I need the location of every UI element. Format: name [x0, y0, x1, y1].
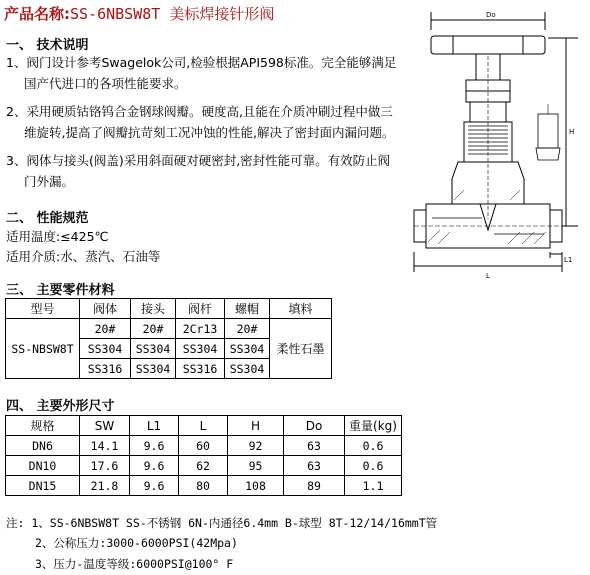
perf-media: 适用介质:水、蒸汽、石油等 — [6, 249, 161, 264]
table-row — [6, 476, 402, 496]
materials-model-cell: SS-NBSW8T — [6, 319, 80, 379]
table-header-cell: L — [179, 416, 228, 436]
table-cell: 20# — [225, 319, 270, 339]
table-header-cell: 阀杆 — [176, 299, 225, 319]
table-cell: SS304 — [225, 359, 270, 379]
table-header-cell: 螺帽 — [225, 299, 270, 319]
table-cell: 63 — [284, 436, 345, 456]
note-2: 2、公称压力:3000-6000PSI(42Mpa) — [35, 536, 238, 550]
table-cell: 14.1 — [80, 436, 130, 456]
note-3: 3、压力-温度等级:6000PSI@100° F — [35, 557, 234, 571]
product-title — [4, 3, 274, 24]
tech-item-2-line1: 2、采用硬质钴铬钨合金钢球阀瓣。硬度高,且能在介质冲刷过程中做三 — [6, 104, 393, 119]
table-cell: 62 — [179, 456, 228, 476]
table-cell: DN6 — [6, 436, 80, 456]
materials-packing-cell: 柔性石墨 — [270, 319, 332, 379]
table-cell: SS304 — [80, 339, 131, 359]
table-cell: 0.6 — [345, 436, 402, 456]
table-cell: 92 — [228, 436, 284, 456]
table-header-cell: 规格 — [6, 416, 80, 436]
table-cell: 95 — [228, 456, 284, 476]
table-row — [6, 299, 332, 319]
table-cell: 60 — [179, 436, 228, 456]
table-cell: 63 — [284, 456, 345, 476]
table-row — [6, 319, 332, 339]
table-header-cell: H — [228, 416, 284, 436]
table-cell: 9.6 — [130, 456, 179, 476]
perf-temperature: 适用温度:≤425℃ — [6, 229, 109, 244]
table-cell: 20# — [131, 319, 176, 339]
table-cell: SS304 — [131, 339, 176, 359]
table-cell: SS316 — [80, 359, 131, 379]
tech-item-2-line2: 维旋转,提高了阀瓣抗苛刻工况冲蚀的性能,解决了密封面内漏问题。 — [24, 125, 395, 140]
valve-drawing — [398, 4, 590, 286]
table-cell: DN10 — [6, 456, 80, 476]
table-header-cell: Do — [284, 416, 345, 436]
table-cell: 2Cr13 — [176, 319, 225, 339]
section-heading-tech: 一、 技术说明 — [6, 38, 89, 53]
dim-label-l1: L1 — [564, 256, 573, 264]
table-header-cell: SW — [80, 416, 130, 436]
table-cell: 9.6 — [130, 476, 179, 496]
dim-label-l: L — [486, 272, 490, 280]
tech-item-1-line1: 1、阀门设计参考Swagelok公司,检验根据API598标准。完全能够满足 — [6, 55, 397, 70]
materials-table — [5, 298, 332, 379]
product-title-text: SS-6NBSW8T 美标焊接针形阀 — [70, 5, 275, 23]
tech-item-1-line2: 国产代进口的各项性能要求。 — [24, 76, 187, 91]
table-header-cell: 填料 — [270, 299, 332, 319]
table-header-cell: L1 — [130, 416, 179, 436]
table-row — [6, 456, 402, 476]
table-cell: 0.6 — [345, 456, 402, 476]
dim-label-do: Do — [486, 11, 496, 19]
table-header-cell: 重量(kg) — [345, 416, 402, 436]
table-cell: 108 — [228, 476, 284, 496]
table-cell: 17.6 — [80, 456, 130, 476]
table-header-cell: 接头 — [131, 299, 176, 319]
table-cell: SS304 — [176, 339, 225, 359]
dimensions-table — [5, 415, 402, 496]
table-cell: SS304 — [225, 339, 270, 359]
table-header-cell: 阀体 — [80, 299, 131, 319]
dim-label-h: H — [569, 128, 575, 136]
section-heading-perf: 二、 性能规范 — [6, 211, 89, 226]
tech-item-3-line2: 门外漏。 — [24, 174, 75, 189]
table-cell: 20# — [80, 319, 131, 339]
table-cell: 80 — [179, 476, 228, 496]
handle-bar — [431, 36, 545, 54]
product-title-label: 产品名称: — [4, 5, 70, 23]
table-cell: 9.6 — [130, 436, 179, 456]
table-cell: DN15 — [6, 476, 80, 496]
table-cell: 21.8 — [80, 476, 130, 496]
section-heading-dims: 四、 主要外形尺寸 — [6, 399, 115, 414]
section-heading-materials: 三、 主要零件材料 — [6, 283, 115, 298]
note-1: 注: 1、SS-6NBSW8T SS-不锈钢 6N-内通径6.4mm B-球型 8T-12/14/16mmT管 — [6, 516, 438, 530]
table-cell: SS316 — [176, 359, 225, 379]
tech-item-3-line1: 3、阀体与接头(阀盖)采用斜面硬对硬密封,密封性能可靠。有效防止阀 — [6, 153, 391, 168]
table-header-cell: 型号 — [6, 299, 80, 319]
table-row — [6, 436, 402, 456]
table-cell: 89 — [284, 476, 345, 496]
table-row — [6, 416, 402, 436]
table-cell: SS304 — [131, 359, 176, 379]
table-cell: 1.1 — [345, 476, 402, 496]
